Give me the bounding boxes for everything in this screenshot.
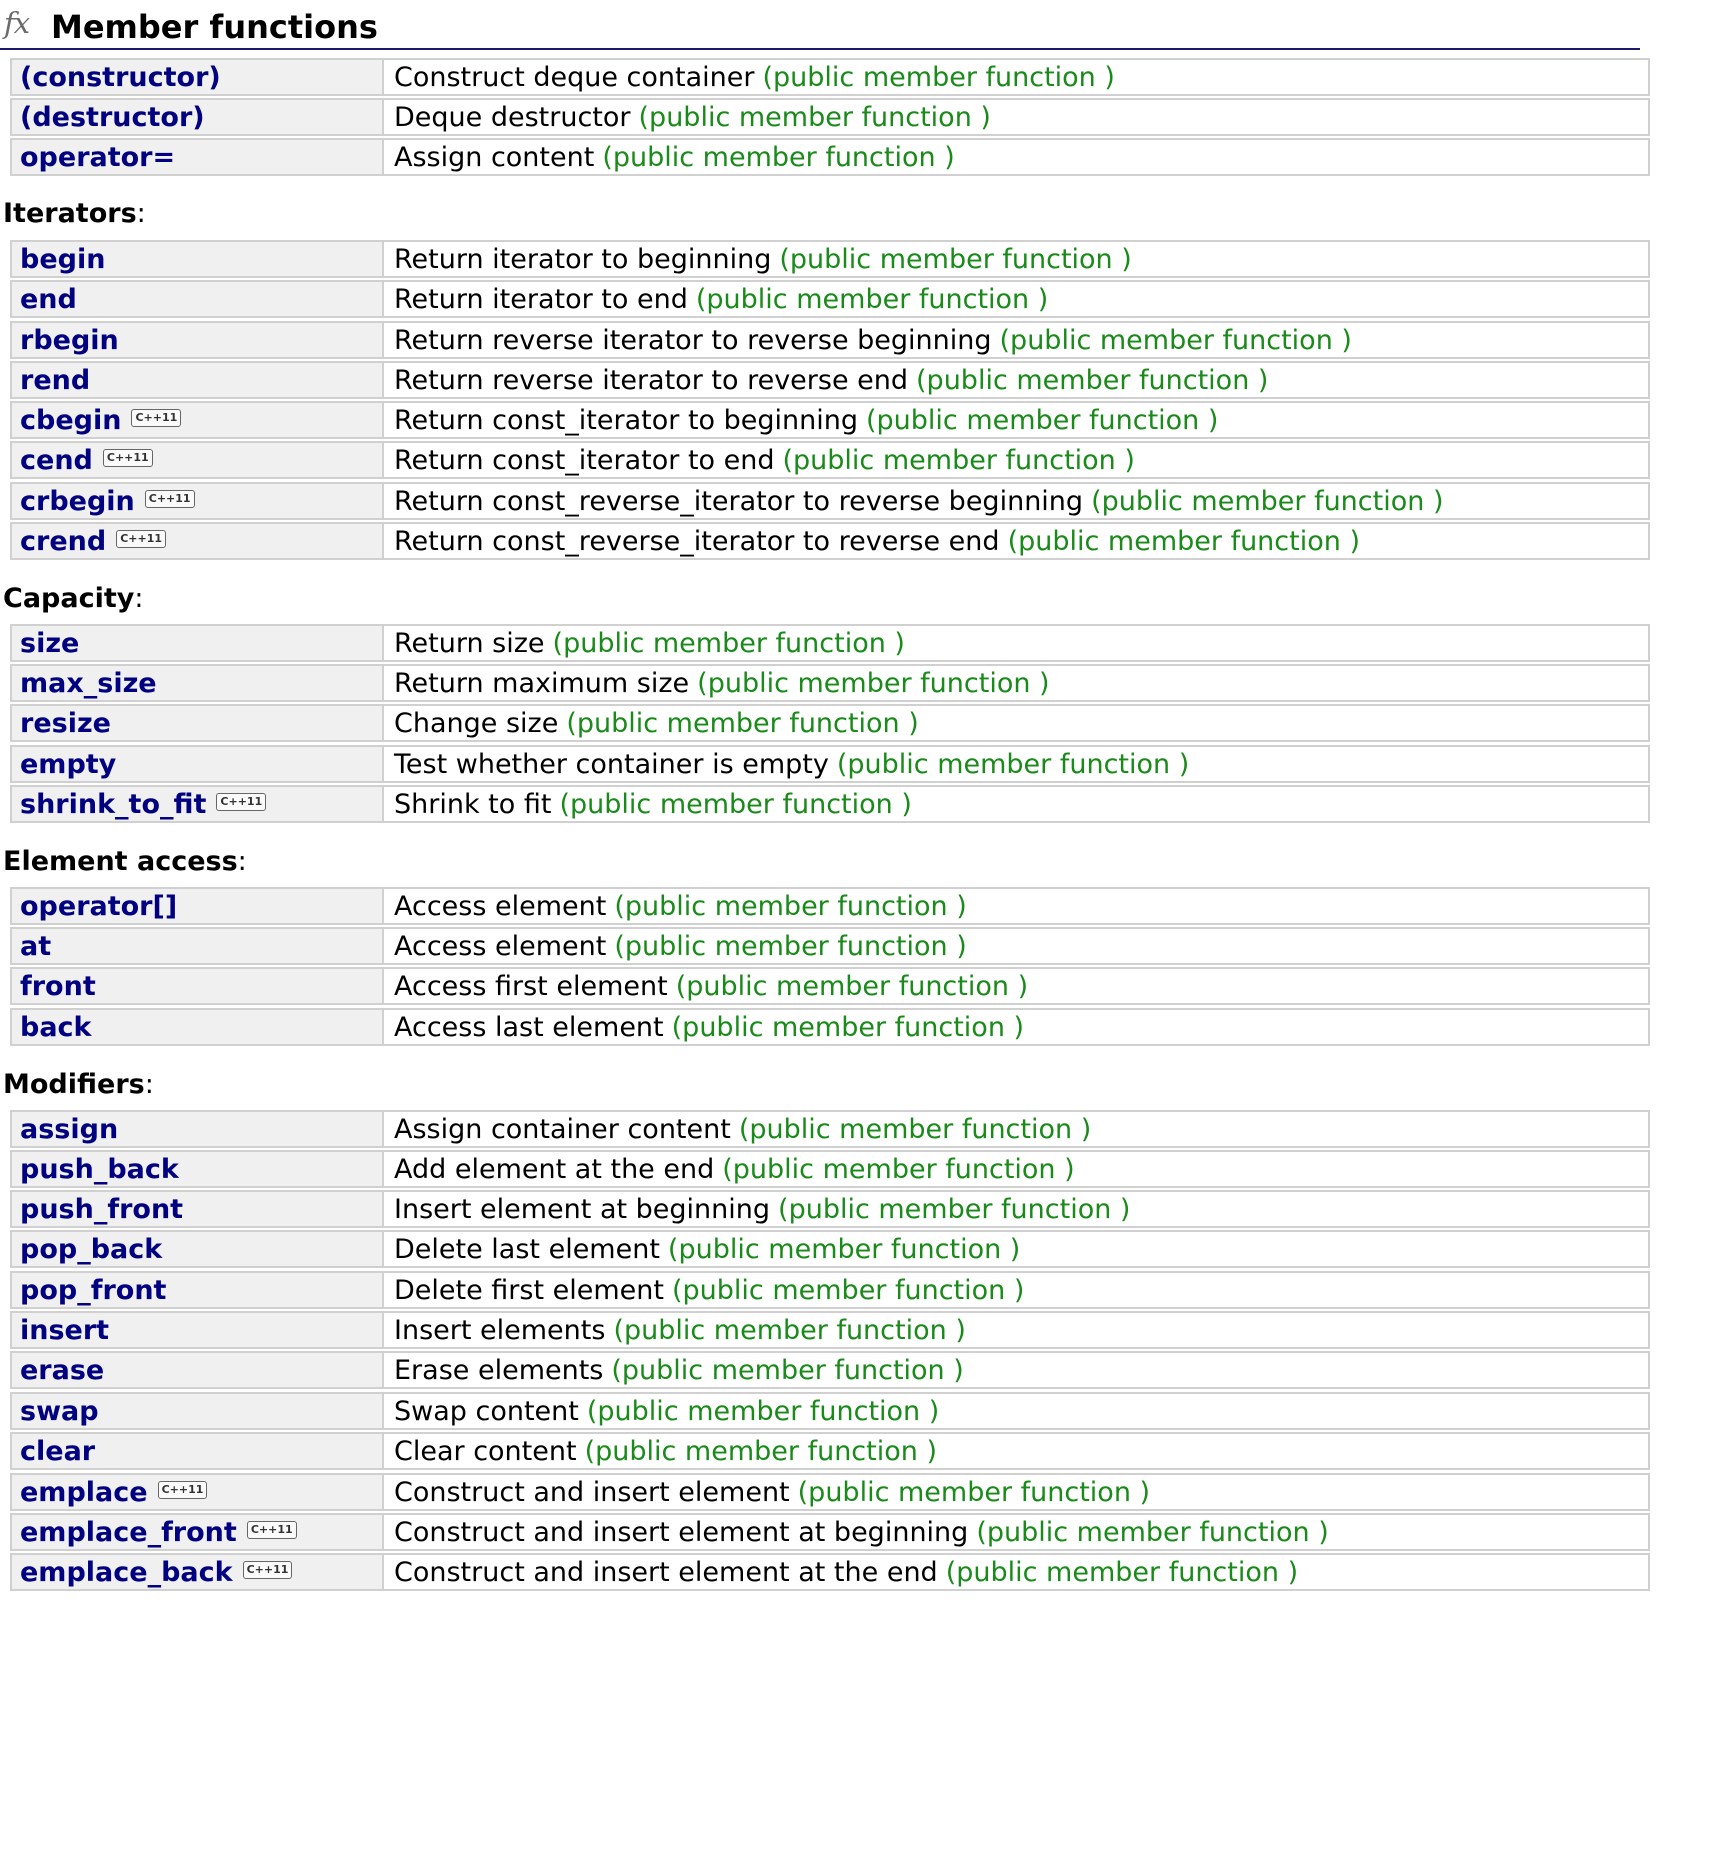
member-kind: (public member function ) bbox=[602, 142, 955, 173]
member-link[interactable] bbox=[20, 1194, 183, 1225]
member-name[interactable]: swap bbox=[20, 1396, 99, 1427]
description-text: Return iterator to end bbox=[394, 284, 688, 315]
cpp11-badge-icon: C++11 bbox=[145, 490, 195, 508]
member-name-cell bbox=[12, 747, 384, 781]
member-name[interactable]: assign bbox=[20, 1114, 119, 1145]
member-description bbox=[394, 1355, 964, 1386]
table-row bbox=[10, 1351, 1650, 1389]
table-row bbox=[10, 1513, 1650, 1551]
member-name[interactable]: back bbox=[20, 1012, 92, 1043]
member-link[interactable] bbox=[20, 526, 166, 557]
member-name[interactable]: crbegin bbox=[20, 486, 135, 517]
member-name[interactable]: size bbox=[20, 628, 80, 659]
description-text: Access last element bbox=[394, 1012, 664, 1043]
member-name[interactable]: resize bbox=[20, 708, 111, 739]
member-kind: (public member function ) bbox=[613, 1315, 966, 1346]
member-kind: (public member function ) bbox=[552, 628, 905, 659]
table-row bbox=[10, 1008, 1650, 1046]
member-name-cell bbox=[12, 1353, 384, 1387]
member-name-cell bbox=[12, 403, 384, 437]
member-kind: (public member function ) bbox=[611, 1355, 964, 1386]
table-row bbox=[10, 704, 1650, 742]
member-name-cell bbox=[12, 363, 384, 397]
member-name-cell bbox=[12, 524, 384, 558]
table-row bbox=[10, 280, 1650, 318]
member-link[interactable] bbox=[20, 405, 181, 436]
description-text: Swap content bbox=[394, 1396, 579, 1427]
member-name[interactable]: max_size bbox=[20, 668, 157, 699]
description-text: Assign content bbox=[394, 142, 595, 173]
table-row bbox=[10, 240, 1650, 278]
member-link[interactable] bbox=[20, 1396, 99, 1427]
member-description bbox=[394, 526, 1360, 557]
page-title: Member functions bbox=[51, 8, 378, 46]
table-row bbox=[10, 401, 1650, 439]
member-name-cell bbox=[12, 1273, 384, 1307]
member-name-cell bbox=[12, 969, 384, 1003]
member-link[interactable] bbox=[20, 365, 90, 396]
member-description bbox=[394, 102, 991, 133]
member-name[interactable]: insert bbox=[20, 1315, 110, 1346]
table-row bbox=[10, 482, 1650, 520]
member-name[interactable]: end bbox=[20, 284, 77, 315]
member-name[interactable]: empty bbox=[20, 749, 117, 780]
member-name-cell bbox=[12, 1434, 384, 1468]
member-link[interactable] bbox=[20, 668, 157, 699]
member-description bbox=[394, 628, 905, 659]
member-kind: (public member function ) bbox=[866, 405, 1219, 436]
member-link[interactable] bbox=[20, 284, 77, 315]
member-name[interactable]: rbegin bbox=[20, 325, 119, 356]
table-row bbox=[10, 522, 1650, 560]
description-text: Access element bbox=[394, 931, 607, 962]
description-text: Add element at the end bbox=[394, 1154, 715, 1185]
member-link[interactable] bbox=[20, 931, 51, 962]
member-description bbox=[394, 1275, 1024, 1306]
member-link[interactable] bbox=[20, 1114, 118, 1145]
description-text: Access first element bbox=[394, 971, 668, 1002]
member-name[interactable]: erase bbox=[20, 1355, 105, 1386]
member-name[interactable]: clear bbox=[20, 1436, 96, 1467]
member-description bbox=[394, 1154, 1075, 1185]
member-name-cell bbox=[12, 1555, 384, 1589]
member-kind: (public member function ) bbox=[584, 1436, 937, 1467]
member-name-cell bbox=[12, 787, 384, 821]
description-text: Return const_iterator to beginning bbox=[394, 405, 858, 436]
member-name-cell bbox=[12, 1394, 384, 1428]
member-link[interactable] bbox=[20, 102, 205, 133]
member-description bbox=[394, 445, 1135, 476]
table-row bbox=[10, 887, 1650, 925]
member-link[interactable] bbox=[20, 789, 266, 820]
description-text: Insert elements bbox=[394, 1315, 606, 1346]
table-row bbox=[10, 441, 1650, 479]
member-name[interactable]: operator[] bbox=[20, 891, 178, 922]
table-row bbox=[10, 321, 1650, 359]
member-kind: (public member function ) bbox=[778, 1194, 1131, 1225]
member-link[interactable] bbox=[20, 445, 153, 476]
member-kind: (public member function ) bbox=[559, 789, 912, 820]
member-kind: (public member function ) bbox=[614, 931, 967, 962]
member-name-cell bbox=[12, 626, 384, 660]
member-kind: (public member function ) bbox=[671, 1275, 1025, 1306]
table-row bbox=[10, 1392, 1650, 1430]
table-row bbox=[10, 927, 1650, 965]
member-name-cell bbox=[12, 1313, 384, 1347]
member-kind: (public member function ) bbox=[695, 284, 1049, 315]
member-name-cell bbox=[12, 1112, 384, 1146]
cpp11-badge-icon: C++11 bbox=[247, 1521, 297, 1539]
cpp11-badge-icon: C++11 bbox=[116, 530, 166, 548]
member-name[interactable]: emplace_back bbox=[20, 1557, 233, 1588]
member-name[interactable]: emplace_front bbox=[20, 1517, 237, 1548]
cpp11-badge-icon: C++11 bbox=[216, 793, 266, 811]
member-link[interactable] bbox=[20, 486, 195, 517]
member-kind: (public member function ) bbox=[762, 62, 1115, 93]
member-description bbox=[394, 325, 1352, 356]
member-kind: (public member function ) bbox=[1091, 486, 1444, 517]
member-description bbox=[394, 971, 1028, 1002]
description-text: Delete last element bbox=[394, 1234, 660, 1265]
member-description bbox=[394, 1194, 1130, 1225]
member-link[interactable] bbox=[20, 749, 116, 780]
table-row bbox=[10, 1473, 1650, 1511]
description-text: Return const_iterator to end bbox=[394, 445, 775, 476]
member-kind: (public member function ) bbox=[671, 1012, 1025, 1043]
description-text: Access element bbox=[394, 891, 607, 922]
member-kind: (public member function ) bbox=[836, 749, 1190, 780]
member-link[interactable] bbox=[20, 1154, 179, 1185]
description-text: Construct and insert element at beginning bbox=[394, 1517, 969, 1548]
member-name-cell bbox=[12, 100, 384, 134]
member-description bbox=[394, 405, 1218, 436]
member-kind: (public member function ) bbox=[779, 244, 1132, 275]
member-kind: (public member function ) bbox=[586, 1396, 940, 1427]
section-label-text: Capacity bbox=[3, 583, 135, 614]
member-link[interactable] bbox=[20, 971, 96, 1002]
member-link[interactable] bbox=[20, 891, 177, 922]
description-text: Return iterator to beginning bbox=[394, 244, 772, 275]
member-description bbox=[394, 1557, 1298, 1588]
table-row bbox=[10, 1150, 1650, 1188]
member-link[interactable] bbox=[20, 62, 221, 93]
description-text: Shrink to fit bbox=[394, 789, 552, 820]
member-name-cell bbox=[12, 1010, 384, 1044]
member-description bbox=[394, 62, 1115, 93]
table-row bbox=[10, 98, 1650, 136]
member-name[interactable]: (destructor) bbox=[20, 102, 205, 133]
member-name-cell bbox=[12, 60, 384, 94]
member-description bbox=[394, 1477, 1150, 1508]
table-row bbox=[10, 1230, 1650, 1268]
description-text: Erase elements bbox=[394, 1355, 604, 1386]
member-link[interactable] bbox=[20, 628, 79, 659]
member-name-cell bbox=[12, 1515, 384, 1549]
member-link[interactable] bbox=[20, 325, 119, 356]
description-text: Construct deque container bbox=[394, 62, 755, 93]
description-text: Return size bbox=[394, 628, 545, 659]
member-name[interactable]: operator= bbox=[20, 142, 176, 173]
description-text: Construct and insert element bbox=[394, 1477, 790, 1508]
member-name-cell bbox=[12, 1152, 384, 1186]
member-kind: (public member function ) bbox=[999, 325, 1352, 356]
member-name-cell bbox=[12, 706, 384, 740]
description-text: Insert element at beginning bbox=[394, 1194, 771, 1225]
member-description bbox=[394, 1234, 1020, 1265]
section-label-text: Element access bbox=[3, 846, 238, 877]
section-label: Capacity: bbox=[3, 583, 144, 614]
member-description bbox=[394, 668, 1050, 699]
member-name[interactable]: cbegin bbox=[20, 405, 122, 436]
member-description bbox=[394, 1114, 1091, 1145]
member-link[interactable] bbox=[20, 1557, 292, 1588]
member-name-cell bbox=[12, 484, 384, 518]
member-description bbox=[394, 284, 1048, 315]
member-name[interactable]: emplace bbox=[20, 1477, 148, 1508]
member-name-cell bbox=[12, 666, 384, 700]
member-description bbox=[394, 931, 967, 962]
member-link[interactable] bbox=[20, 1275, 166, 1306]
description-text: Change size bbox=[394, 708, 559, 739]
member-name-cell bbox=[12, 889, 384, 923]
member-name[interactable]: at bbox=[20, 931, 52, 962]
member-kind: (public member function ) bbox=[797, 1477, 1151, 1508]
member-name[interactable]: push_back bbox=[20, 1154, 179, 1185]
section-label: Modifiers: bbox=[3, 1069, 154, 1100]
member-link[interactable] bbox=[20, 708, 111, 739]
member-name[interactable]: begin bbox=[20, 244, 106, 275]
table-row bbox=[10, 1190, 1650, 1228]
member-description bbox=[394, 1517, 1329, 1548]
function-icon: fx bbox=[4, 6, 30, 40]
section-label: Element access: bbox=[3, 846, 247, 877]
member-kind: (public member function ) bbox=[566, 708, 919, 739]
member-kind: (public member function ) bbox=[916, 365, 1269, 396]
description-text: Test whether container is empty bbox=[394, 749, 829, 780]
description-text: Return maximum size bbox=[394, 668, 690, 699]
member-kind: (public member function ) bbox=[945, 1557, 1299, 1588]
member-description bbox=[394, 244, 1132, 275]
member-description bbox=[394, 486, 1443, 517]
member-description bbox=[394, 365, 1268, 396]
member-link[interactable] bbox=[20, 1517, 297, 1548]
member-name-cell bbox=[12, 1192, 384, 1226]
member-description bbox=[394, 1315, 966, 1346]
member-name-cell bbox=[12, 1475, 384, 1509]
member-kind: (public member function ) bbox=[1007, 526, 1360, 557]
table-row bbox=[10, 1432, 1650, 1470]
description-text: Delete first element bbox=[394, 1275, 664, 1306]
member-name[interactable]: push_front bbox=[20, 1194, 184, 1225]
member-name[interactable]: shrink_to_fit bbox=[20, 789, 207, 820]
description-text: Return const_reverse_iterator to reverse end bbox=[394, 526, 1000, 557]
member-link[interactable] bbox=[20, 244, 105, 275]
table-row bbox=[10, 361, 1650, 399]
member-link[interactable] bbox=[20, 1012, 92, 1043]
cpp11-badge-icon: C++11 bbox=[131, 409, 181, 427]
member-name[interactable]: cend bbox=[20, 445, 93, 476]
member-name[interactable]: pop_front bbox=[20, 1275, 167, 1306]
member-name-cell bbox=[12, 929, 384, 963]
member-kind: (public member function ) bbox=[675, 971, 1029, 1002]
description-text: Assign container content bbox=[394, 1114, 731, 1145]
member-name-cell bbox=[12, 323, 384, 357]
member-name[interactable]: pop_back bbox=[20, 1234, 163, 1265]
table-row bbox=[10, 785, 1650, 823]
cpp11-badge-icon: C++11 bbox=[158, 1481, 208, 1499]
member-kind: (public member function ) bbox=[782, 445, 1135, 476]
table-row bbox=[10, 138, 1650, 176]
member-link[interactable] bbox=[20, 1355, 104, 1386]
member-description bbox=[394, 142, 955, 173]
member-description bbox=[394, 749, 1189, 780]
description-text: Clear content bbox=[394, 1436, 577, 1467]
member-name-cell bbox=[12, 140, 384, 174]
description-text: Return reverse iterator to reverse beginning bbox=[394, 325, 992, 356]
table-row bbox=[10, 58, 1650, 96]
section-label-text: Modifiers bbox=[3, 1069, 145, 1100]
member-name-cell bbox=[12, 443, 384, 477]
table-row bbox=[10, 624, 1650, 662]
member-link[interactable] bbox=[20, 1436, 95, 1467]
member-link[interactable] bbox=[20, 1477, 207, 1508]
member-description bbox=[394, 1436, 937, 1467]
table-row bbox=[10, 967, 1650, 1005]
table-row bbox=[10, 745, 1650, 783]
member-name[interactable]: crend bbox=[20, 526, 107, 557]
member-kind: (public member function ) bbox=[667, 1234, 1021, 1265]
member-name[interactable]: rend bbox=[20, 365, 91, 396]
table-row bbox=[10, 1271, 1650, 1309]
member-name-cell bbox=[12, 1232, 384, 1266]
member-description bbox=[394, 1012, 1024, 1043]
description-text: Return reverse iterator to reverse end bbox=[394, 365, 909, 396]
description-text: Construct and insert element at the end bbox=[394, 1557, 938, 1588]
member-kind: (public member function ) bbox=[976, 1517, 1329, 1548]
member-kind: (public member function ) bbox=[638, 102, 991, 133]
table-row bbox=[10, 1553, 1650, 1591]
table-row bbox=[10, 1110, 1650, 1148]
member-name[interactable]: (constructor) bbox=[20, 62, 221, 93]
member-description bbox=[394, 708, 919, 739]
member-link[interactable] bbox=[20, 1315, 109, 1346]
section-label-text: Iterators bbox=[3, 198, 137, 229]
cpp11-badge-icon: C++11 bbox=[103, 449, 153, 467]
member-description bbox=[394, 789, 912, 820]
member-description bbox=[394, 891, 967, 922]
member-kind: (public member function ) bbox=[738, 1114, 1092, 1145]
member-kind: (public member function ) bbox=[614, 891, 967, 922]
cpp11-badge-icon: C++11 bbox=[243, 1561, 293, 1579]
member-link[interactable] bbox=[20, 142, 175, 173]
section-label: Iterators: bbox=[3, 198, 146, 229]
table-row bbox=[10, 1311, 1650, 1349]
member-name-cell bbox=[12, 282, 384, 316]
description-text: Return const_reverse_iterator to reverse beginning bbox=[394, 486, 1084, 517]
member-name-cell bbox=[12, 242, 384, 276]
member-kind: (public member function ) bbox=[722, 1154, 1075, 1185]
member-description bbox=[394, 1396, 939, 1427]
table-row bbox=[10, 664, 1650, 702]
description-text: Deque destructor bbox=[394, 102, 631, 133]
member-kind: (public member function ) bbox=[697, 668, 1050, 699]
member-link[interactable] bbox=[20, 1234, 162, 1265]
section-header bbox=[0, 6, 1640, 50]
member-name[interactable]: front bbox=[20, 971, 96, 1002]
